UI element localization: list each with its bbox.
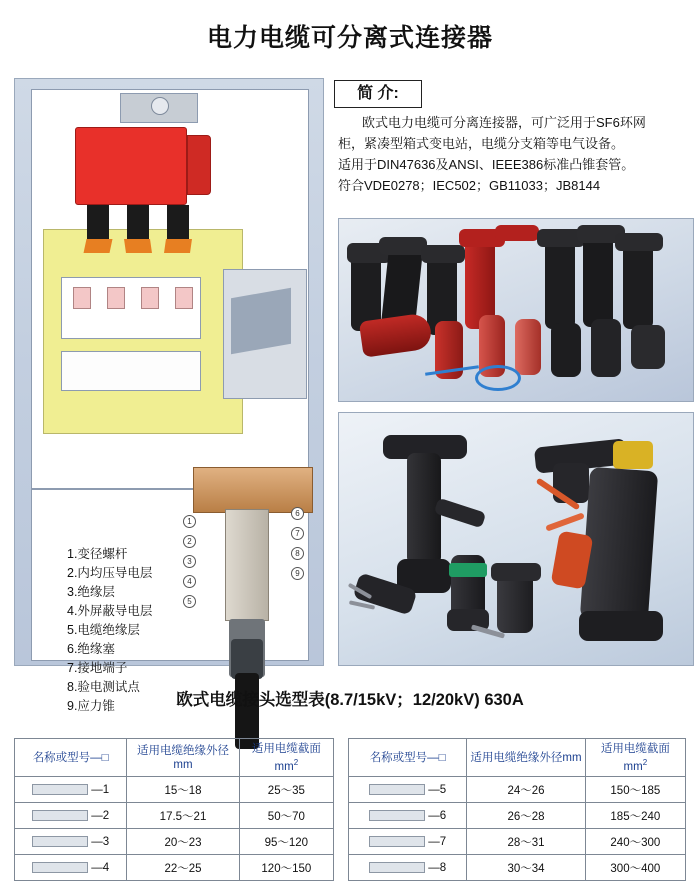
cell-section: 240～300 — [585, 829, 685, 855]
cell-model — [349, 829, 467, 855]
model-suffix: —1 — [91, 783, 110, 796]
cell-diameter: 22～25 — [127, 855, 239, 881]
elbow-head-2 — [379, 237, 427, 255]
yellow-band — [613, 441, 653, 469]
col-section — [585, 739, 685, 777]
legend-item: 2.内均压导电层 — [67, 566, 153, 580]
cabinet-knob-icon — [151, 97, 169, 115]
cell-section: 50～70 — [239, 803, 333, 829]
intro-line: 适用于DIN47636及ANSI、IEEE386标准凸锥套管。 — [338, 157, 635, 172]
page-title: 电力电缆可分离式连接器 — [206, 24, 493, 52]
elbow-connector-black-6 — [623, 241, 653, 329]
selection-table-right — [348, 738, 686, 881]
col-section — [239, 739, 333, 777]
cell-section: 25～35 — [239, 777, 333, 803]
product-photo-bottom — [338, 412, 694, 666]
elbow-head-3 — [421, 245, 465, 263]
col-section-sup: 2 — [642, 757, 648, 767]
model-suffix: —2 — [91, 809, 110, 822]
selection-table-left — [14, 738, 334, 881]
elbow-head-red-2 — [495, 225, 539, 241]
col-section-sup: 2 — [293, 757, 299, 767]
intro-line: 柜，紧凑型箱式变电站，电缆分支箱等电气设备。 — [338, 136, 625, 151]
large-connector-base — [579, 611, 663, 641]
cell-section: 150～185 — [585, 777, 685, 803]
table-row — [15, 777, 334, 803]
cell-section: 300～400 — [585, 855, 685, 881]
cell-model — [15, 803, 127, 829]
col-model: 名称或型号—□ — [15, 739, 127, 777]
cell-section: 185～240 — [585, 803, 685, 829]
busbar-red — [75, 127, 187, 205]
intro-line: 欧式电力电缆可分离连接器，可广泛用于SF6环网 — [362, 115, 646, 130]
table-row — [15, 803, 334, 829]
cell-diameter: 20～23 — [127, 829, 239, 855]
cell-diameter: 17.5～21 — [127, 803, 239, 829]
legend-item: 4.外屏蔽导电层 — [67, 604, 153, 618]
conductor-1 — [84, 239, 113, 253]
model-blank-field — [369, 810, 425, 821]
cell-section: 95～120 — [239, 829, 333, 855]
legend-item: 8.验电测试点 — [67, 680, 140, 694]
cutaway-diagram-panel — [14, 78, 324, 713]
col-section-main: 适用电缆截面 — [251, 742, 321, 755]
intro-label: 简 介: — [334, 80, 422, 108]
table-header-row — [15, 739, 334, 777]
col-diameter: 适用电缆绝缘外径mm — [467, 739, 585, 777]
conductor-3 — [164, 239, 192, 253]
table-row — [15, 829, 334, 855]
legend-item: 1.变径螺杆 — [67, 547, 128, 561]
lower-chamber — [61, 351, 201, 391]
t-connector-branch-1 — [434, 498, 486, 529]
elbow-connector-black-4 — [545, 237, 575, 329]
contact-cell-4 — [175, 287, 193, 309]
conductor-2 — [124, 239, 152, 253]
contact-cell-2 — [107, 287, 125, 309]
blue-test-lead — [475, 365, 521, 391]
cell-diameter: 30～34 — [467, 855, 585, 881]
connector-black-lower-2 — [591, 319, 621, 377]
busbar-end-cap — [187, 135, 211, 195]
intro-line: 符合VDE0278；IEC502；GB11033；JB8144 — [338, 178, 601, 193]
model-blank-field — [32, 810, 88, 821]
table-row — [349, 803, 686, 829]
legend-item: 7.接地端子 — [67, 661, 128, 675]
mechanism-detail — [231, 288, 291, 355]
model-blank-field — [32, 836, 88, 847]
callout-9: 9 — [291, 567, 304, 580]
contact-cell-1 — [73, 287, 91, 309]
col-diameter: 适用电缆绝缘外径mm — [127, 739, 239, 777]
bushing-3 — [167, 205, 189, 239]
intro-paragraph — [338, 112, 694, 196]
cell-model — [15, 777, 127, 803]
cell-diameter: 15～18 — [127, 777, 239, 803]
model-blank-field — [32, 862, 88, 873]
connector-body-cutaway — [193, 467, 313, 513]
connector-black-lower-3 — [631, 325, 665, 369]
cell-model — [15, 855, 127, 881]
callout-8: 8 — [291, 547, 304, 560]
table-title: 欧式电缆接头选型表(8.7/15kV；12/20kV) 630A — [176, 691, 524, 709]
connector-right-center — [497, 573, 533, 633]
col-section-main: 适用电缆截面 — [600, 742, 670, 755]
elbow-connector-red-2 — [499, 231, 529, 327]
bushing-2 — [127, 205, 149, 239]
callout-4: 4 — [183, 575, 196, 588]
legend-item: 5.电缆绝缘层 — [67, 623, 140, 637]
model-blank-field — [369, 836, 425, 847]
cell-model — [349, 855, 467, 881]
elbow-connector-black-5 — [583, 233, 613, 327]
table-row — [15, 855, 334, 881]
model-suffix: —5 — [428, 783, 447, 796]
col-section-unit: mm — [274, 760, 294, 773]
elbow-head-6 — [615, 233, 663, 251]
legend-item: 3.绝缘层 — [67, 585, 115, 599]
callout-3: 3 — [183, 555, 196, 568]
model-suffix: —8 — [428, 861, 447, 874]
bushing-1 — [87, 205, 109, 239]
model-blank-field — [369, 862, 425, 873]
model-suffix: —7 — [428, 835, 447, 848]
connector-right-center-head — [491, 563, 541, 581]
cell-model — [15, 829, 127, 855]
table-row — [349, 777, 686, 803]
legend-item: 9.应力锥 — [67, 699, 115, 713]
contact-cell-3 — [141, 287, 159, 309]
col-section-unit: mm — [623, 760, 643, 773]
table-header-row — [349, 739, 686, 777]
callout-6: 6 — [291, 507, 304, 520]
product-photo-top — [338, 218, 694, 402]
cell-model — [349, 777, 467, 803]
model-suffix: —3 — [91, 835, 110, 848]
table-row — [349, 855, 686, 881]
cell-section: 120～150 — [239, 855, 333, 881]
cell-model — [349, 803, 467, 829]
cell-diameter: 28～31 — [467, 829, 585, 855]
cell-diameter: 26～28 — [467, 803, 585, 829]
model-suffix: —6 — [428, 809, 447, 822]
model-suffix: —4 — [91, 861, 110, 874]
callout-7: 7 — [291, 527, 304, 540]
green-band — [449, 563, 487, 577]
connector-red-lower-4 — [515, 319, 541, 375]
connector-black-lower-1 — [551, 323, 581, 377]
orange-cable-2 — [545, 512, 585, 531]
callout-5: 5 — [183, 595, 196, 608]
model-blank-field — [369, 784, 425, 795]
callout-2: 2 — [183, 535, 196, 548]
connector-insulator — [225, 509, 269, 621]
model-blank-field — [32, 784, 88, 795]
legend-item: 6.绝缘塞 — [67, 642, 115, 656]
callout-1: 1 — [183, 515, 196, 528]
table-row — [349, 829, 686, 855]
col-model: 名称或型号—□ — [349, 739, 467, 777]
cell-diameter: 24～26 — [467, 777, 585, 803]
